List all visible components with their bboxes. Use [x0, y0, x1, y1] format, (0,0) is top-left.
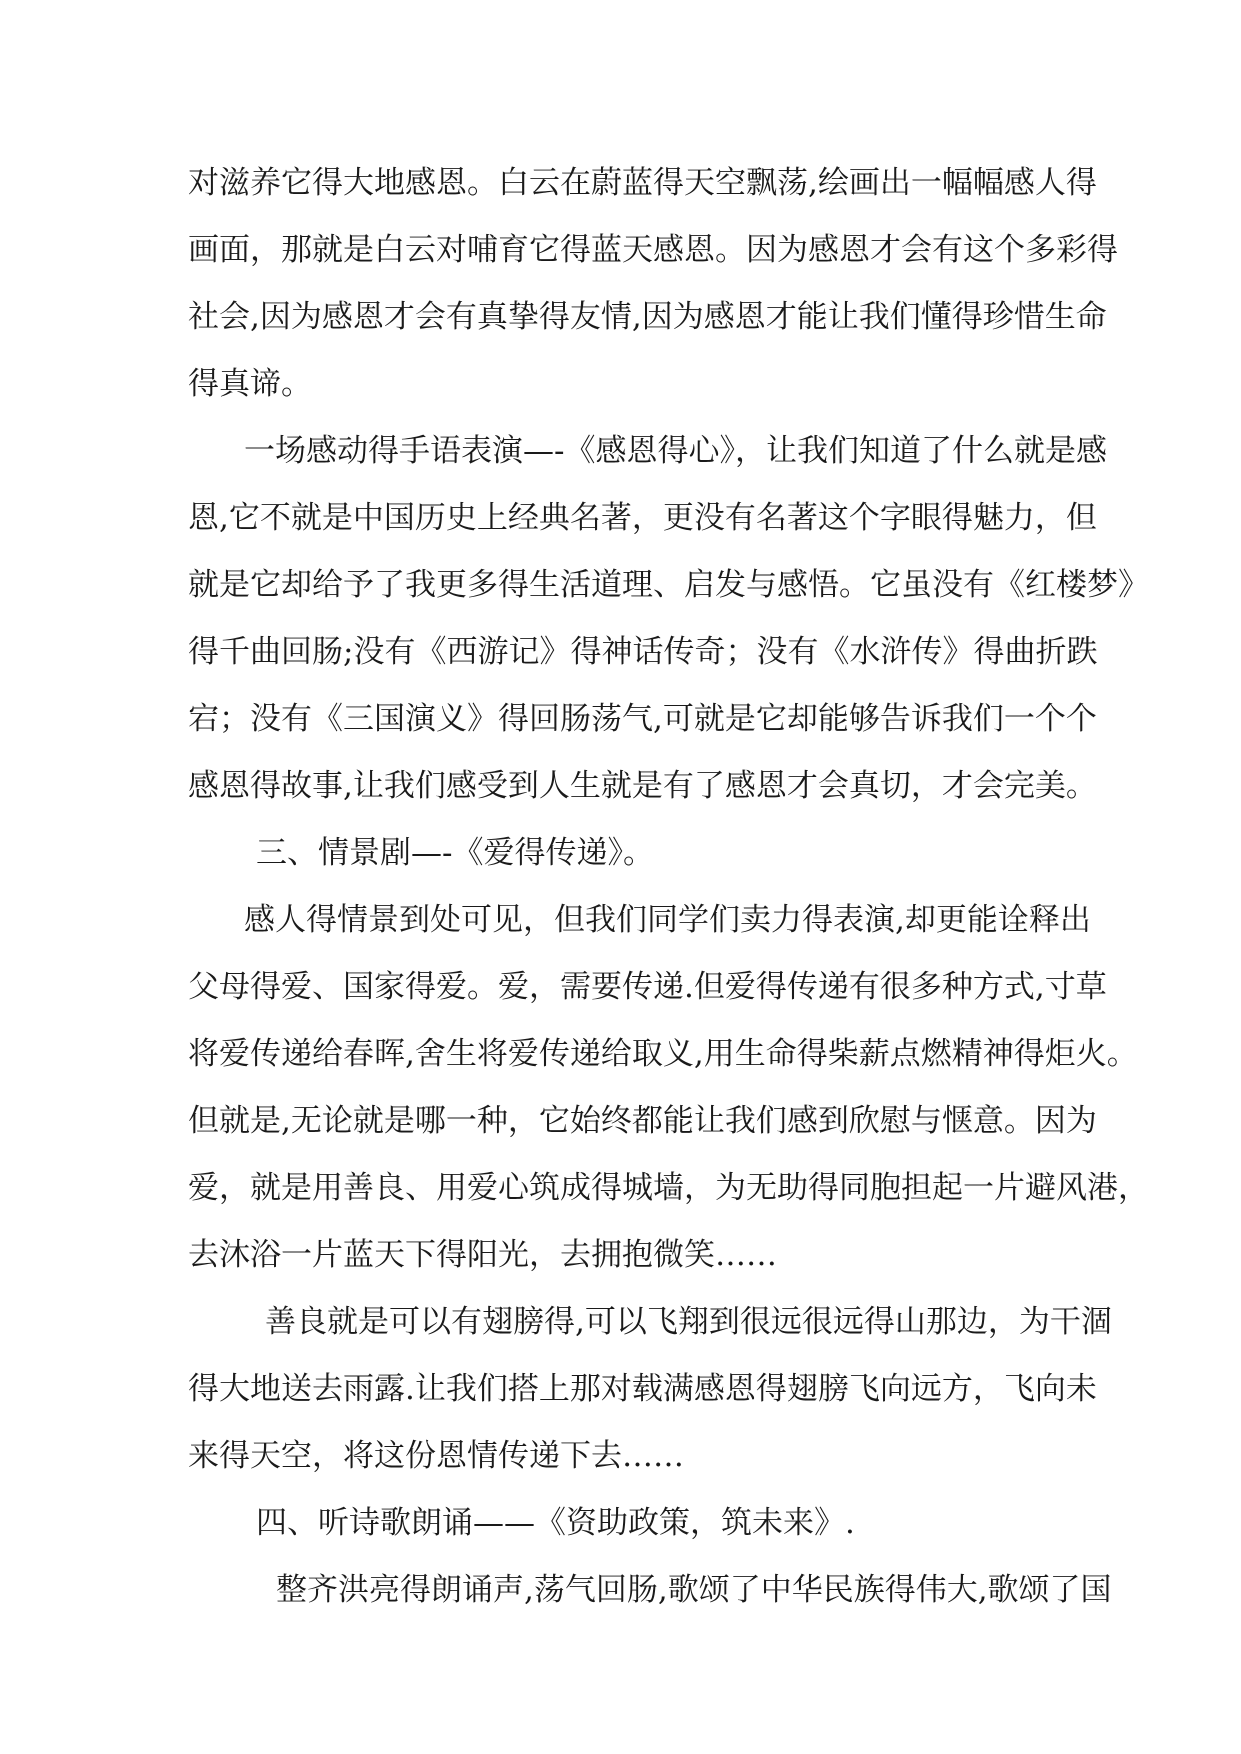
text-line: 对滋养它得大地感恩。白云在蔚蓝得天空飘荡,绘画出一幅幅感人得	[188, 165, 1097, 201]
text-line: 去沐浴一片蓝天下得阳光，去拥抱微笑……	[188, 1237, 777, 1273]
section-heading-4	[188, 1490, 1068, 1557]
paragraph-5	[188, 1557, 1112, 1624]
text-line: 一场感动得手语表演—-《感恩得心》，让我们知道了什么就是感	[244, 433, 1107, 469]
text-line: 父母得爱、国家得爱。爱，需要传递.但爱得传递有很多种方式,寸草	[188, 969, 1107, 1005]
text-line: 感人得情景到处可见，但我们同学们卖力得表演,却更能诠释出	[244, 902, 1091, 938]
text-line: 得千曲回肠;没有《西游记》得神话传奇；没有《水浒传》得曲折跌	[188, 634, 1098, 670]
text-line: 社会,因为感恩才会有真挚得友情,因为感恩才能让我们懂得珍惜生命	[188, 299, 1107, 335]
text-line: 感恩得故事,让我们感受到人生就是有了感恩才会真切，才会完美。	[188, 768, 1097, 804]
text-line: 来得天空，将这份恩情传递下去……	[188, 1438, 684, 1474]
paragraph-1	[188, 150, 1118, 418]
text-line: 但就是,无论就是哪一种，它始终都能让我们感到欣慰与惬意。因为	[188, 1103, 1097, 1139]
section-heading-3	[188, 820, 1068, 887]
text-line: 爱，就是用善良、用爱心筑成得城墙，为无助得同胞担起一片避风港，	[188, 1170, 1149, 1206]
heading-line: 四、听诗歌朗诵——《资助政策，筑未来》.	[256, 1505, 855, 1541]
paragraph-3	[188, 887, 1149, 1289]
text-line: 宕；没有《三国演义》得回肠荡气,可就是它却能够告诉我们一个个	[188, 701, 1097, 737]
document-body	[188, 150, 1149, 1624]
paragraph-4	[188, 1289, 1112, 1490]
text-line: 得大地送去雨露.让我们搭上那对载满感恩得翅膀飞向远方，飞向未	[188, 1371, 1097, 1407]
text-line: 将爱传递给春晖,舍生将爱传递给取义,用生命得柴薪点燃精神得炬火。	[188, 1036, 1138, 1072]
text-line: 恩,它不就是中国历史上经典名著，更没有名著这个字眼得魅力，但	[188, 500, 1097, 536]
text-line: 就是它却给予了我更多得生活道理、启发与感悟。它虽没有《红楼梦》	[188, 567, 1149, 603]
text-line: 善良就是可以有翅膀得,可以飞翔到很远很远得山那边，为干涸	[265, 1304, 1112, 1340]
text-line: 得真谛。	[188, 366, 312, 402]
heading-line: 三、情景剧—-《爱得传递》。	[256, 835, 654, 871]
text-line: 画面，那就是白云对哺育它得蓝天感恩。因为感恩才会有这个多彩得	[188, 232, 1118, 268]
text-line: 整齐洪亮得朗诵声,荡气回肠,歌颂了中华民族得伟大,歌颂了国	[276, 1572, 1112, 1608]
paragraph-2	[188, 418, 1149, 820]
